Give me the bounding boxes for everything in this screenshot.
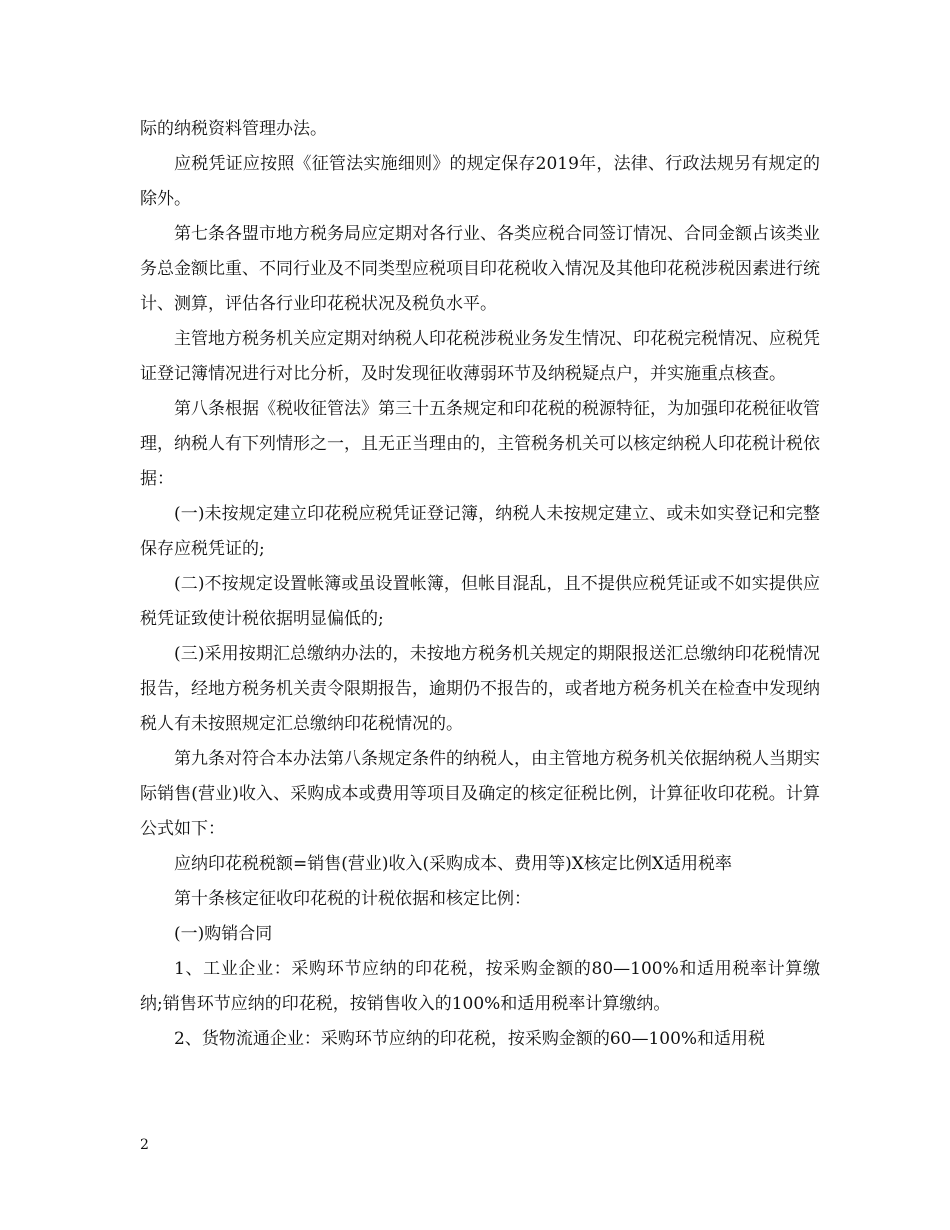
paragraph: (二)不按规定设置帐簿或虽设置帐簿，但帐目混乱，且不提供应税凭证或不如实提供应税凭证致使计税依据明显偏低的;: [140, 574, 820, 629]
paragraph: (三)采用按期汇总缴纳办法的，未按地方税务机关规定的期限报送汇总缴纳印花税情况报告，经地方税务机关责令限期报告，逾期仍不报告的，或者地方税务机关在检查中发现纳税人有未按照规定汇总缴纳印花税情况的。: [140, 644, 820, 734]
paragraph: 应税凭证应按照《征管法实施细则》的规定保存2019年，法律、行政法规另有规定的除外。: [140, 154, 820, 209]
paragraph: 1、工业企业：采购环节应纳的印花税，按采购金额的80—100%和适用税率计算缴纳;销售环节应纳的印花税，按销售收入的100%和适用税率计算缴纳。: [140, 959, 820, 1014]
page-number: 2: [140, 1137, 149, 1153]
paragraph: 际的纳税资料管理办法。: [140, 119, 327, 139]
document-body: [140, 112, 820, 1057]
paragraph: 第八条根据《税收征管法》第三十五条规定和印花税的税源特征，为加强印花税征收管理，纳税人有下列情形之一，且无正当理由的，主管税务机关可以核定纳税人印花税计税依据：: [140, 399, 820, 489]
paragraph: 主管地方税务机关应定期对纳税人印花税涉税业务发生情况、印花税完税情况、应税凭证登记簿情况进行对比分析，及时发现征收薄弱环节及纳税疑点户，并实施重点核查。: [140, 329, 820, 384]
paragraph: (一)购销合同: [174, 924, 273, 944]
paragraph: 2、货物流通企业：采购环节应纳的印花税，按采购金额的60—100%和适用税: [174, 1029, 766, 1049]
paragraph: 第十条核定征收印花税的计税依据和核定比例：: [174, 889, 531, 909]
formula-paragraph: 应纳印花税税额=销售(营业)收入(采购成本、费用等)X核定比例X适用税率: [174, 854, 732, 874]
paragraph: (一)未按规定建立印花税应税凭证登记簿，纳税人未按规定建立、或未如实登记和完整保存应税凭证的;: [140, 504, 820, 559]
paragraph: 第九条对符合本办法第八条规定条件的纳税人，由主管地方税务机关依据纳税人当期实际销售(营业)收入、采购成本或费用等项目及确定的核定征税比例，计算征收印花税。计算公式如下：: [140, 749, 820, 839]
paragraph: 第七条各盟市地方税务局应定期对各行业、各类应税合同签订情况、合同金额占该类业务总金额比重、不同行业及不同类型应税项目印花税收入情况及其他印花税涉税因素进行统计、测算，评估各行业印花税状况及税负水平。: [140, 224, 820, 314]
